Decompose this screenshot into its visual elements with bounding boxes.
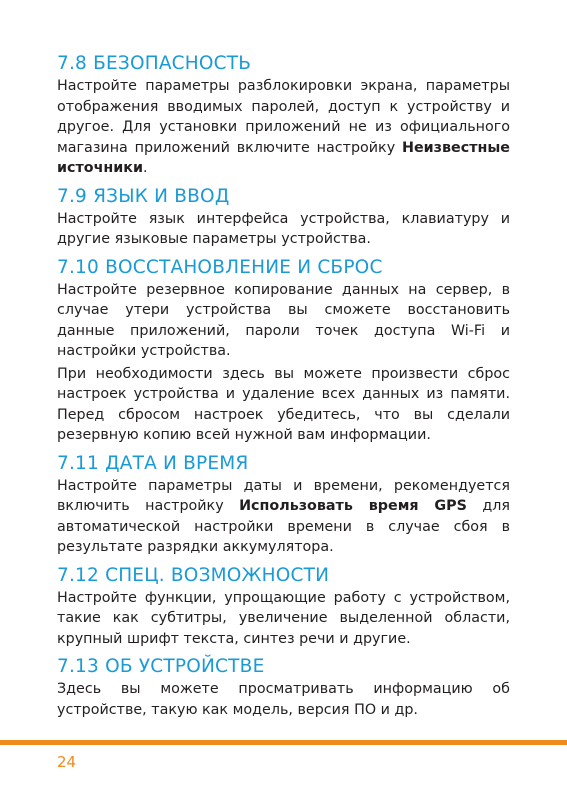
date-time-text-tail: для автоматической настройки времени в случае сбоя в результате разрядки аккумулятора. [57,498,510,555]
reset-paragraph: При необходимости здесь вы можете произвести сброс настроек устройства и удаление всех данных из памяти. Перед сбросом настроек убедитесь, что вы сделали резервную копию всей нужной вам информации. [57,365,510,443]
about-device-paragraph: Здесь вы можете просматривать информацию об устройстве, такую как модель, версия ПО и др. [57,681,510,718]
unknown-sources-setting: Неизвестные источники [57,139,510,176]
language-input-paragraph: Настройте язык интерфейса устройства, клавиатуру и другие языковые параметры устройства. [57,210,510,247]
accessibility-paragraph: Настройте функции, упрощающие работу с устройством, такие как субтитры, увеличение выделенной области, крупный шрифт текста, синтез речи и другие. [57,589,510,647]
security-paragraph [57,76,510,179]
use-gps-time-setting: Использовать время GPS [239,498,467,514]
security-text-tail: . [143,160,148,176]
section-heading-security: 7.8 БЕЗОПАСНОСТЬ [57,53,252,74]
manual-page-content [57,52,510,720]
security-text: Настройте параметры разблокировки экрана, параметры отображения вводимых паролей, доступ к устройству и другое. Для установки приложений не из официального магазина приложений включите настройку [57,78,510,156]
section-heading-date-time: 7.11 ДАТА И ВРЕМЯ [57,452,249,474]
footer-divider [0,740,567,745]
section-heading-accessibility: 7.12 СПЕЦ. ВОЗМОЖНОСТИ [57,564,330,586]
backup-paragraph: Настройте резервное копирование данных на сервер, в случае утери устройства вы сможете восстановить данные приложений, пароли точек доступа Wi-Fi и настройки устройства. [57,281,510,359]
date-time-text: Настройте параметры даты и времени, рекомендуется включить настройку [57,477,510,514]
page-number: 24 [57,753,77,771]
date-time-paragraph [57,476,510,558]
section-heading-language-input: 7.9 ЯЗЫК И ВВОД [57,185,230,207]
section-heading-backup-reset: 7.10 ВОССТАНОВЛЕНИЕ И СБРОС [57,256,383,278]
section-heading-about-device: 7.13 ОБ УСТРОЙСТВЕ [57,656,265,677]
